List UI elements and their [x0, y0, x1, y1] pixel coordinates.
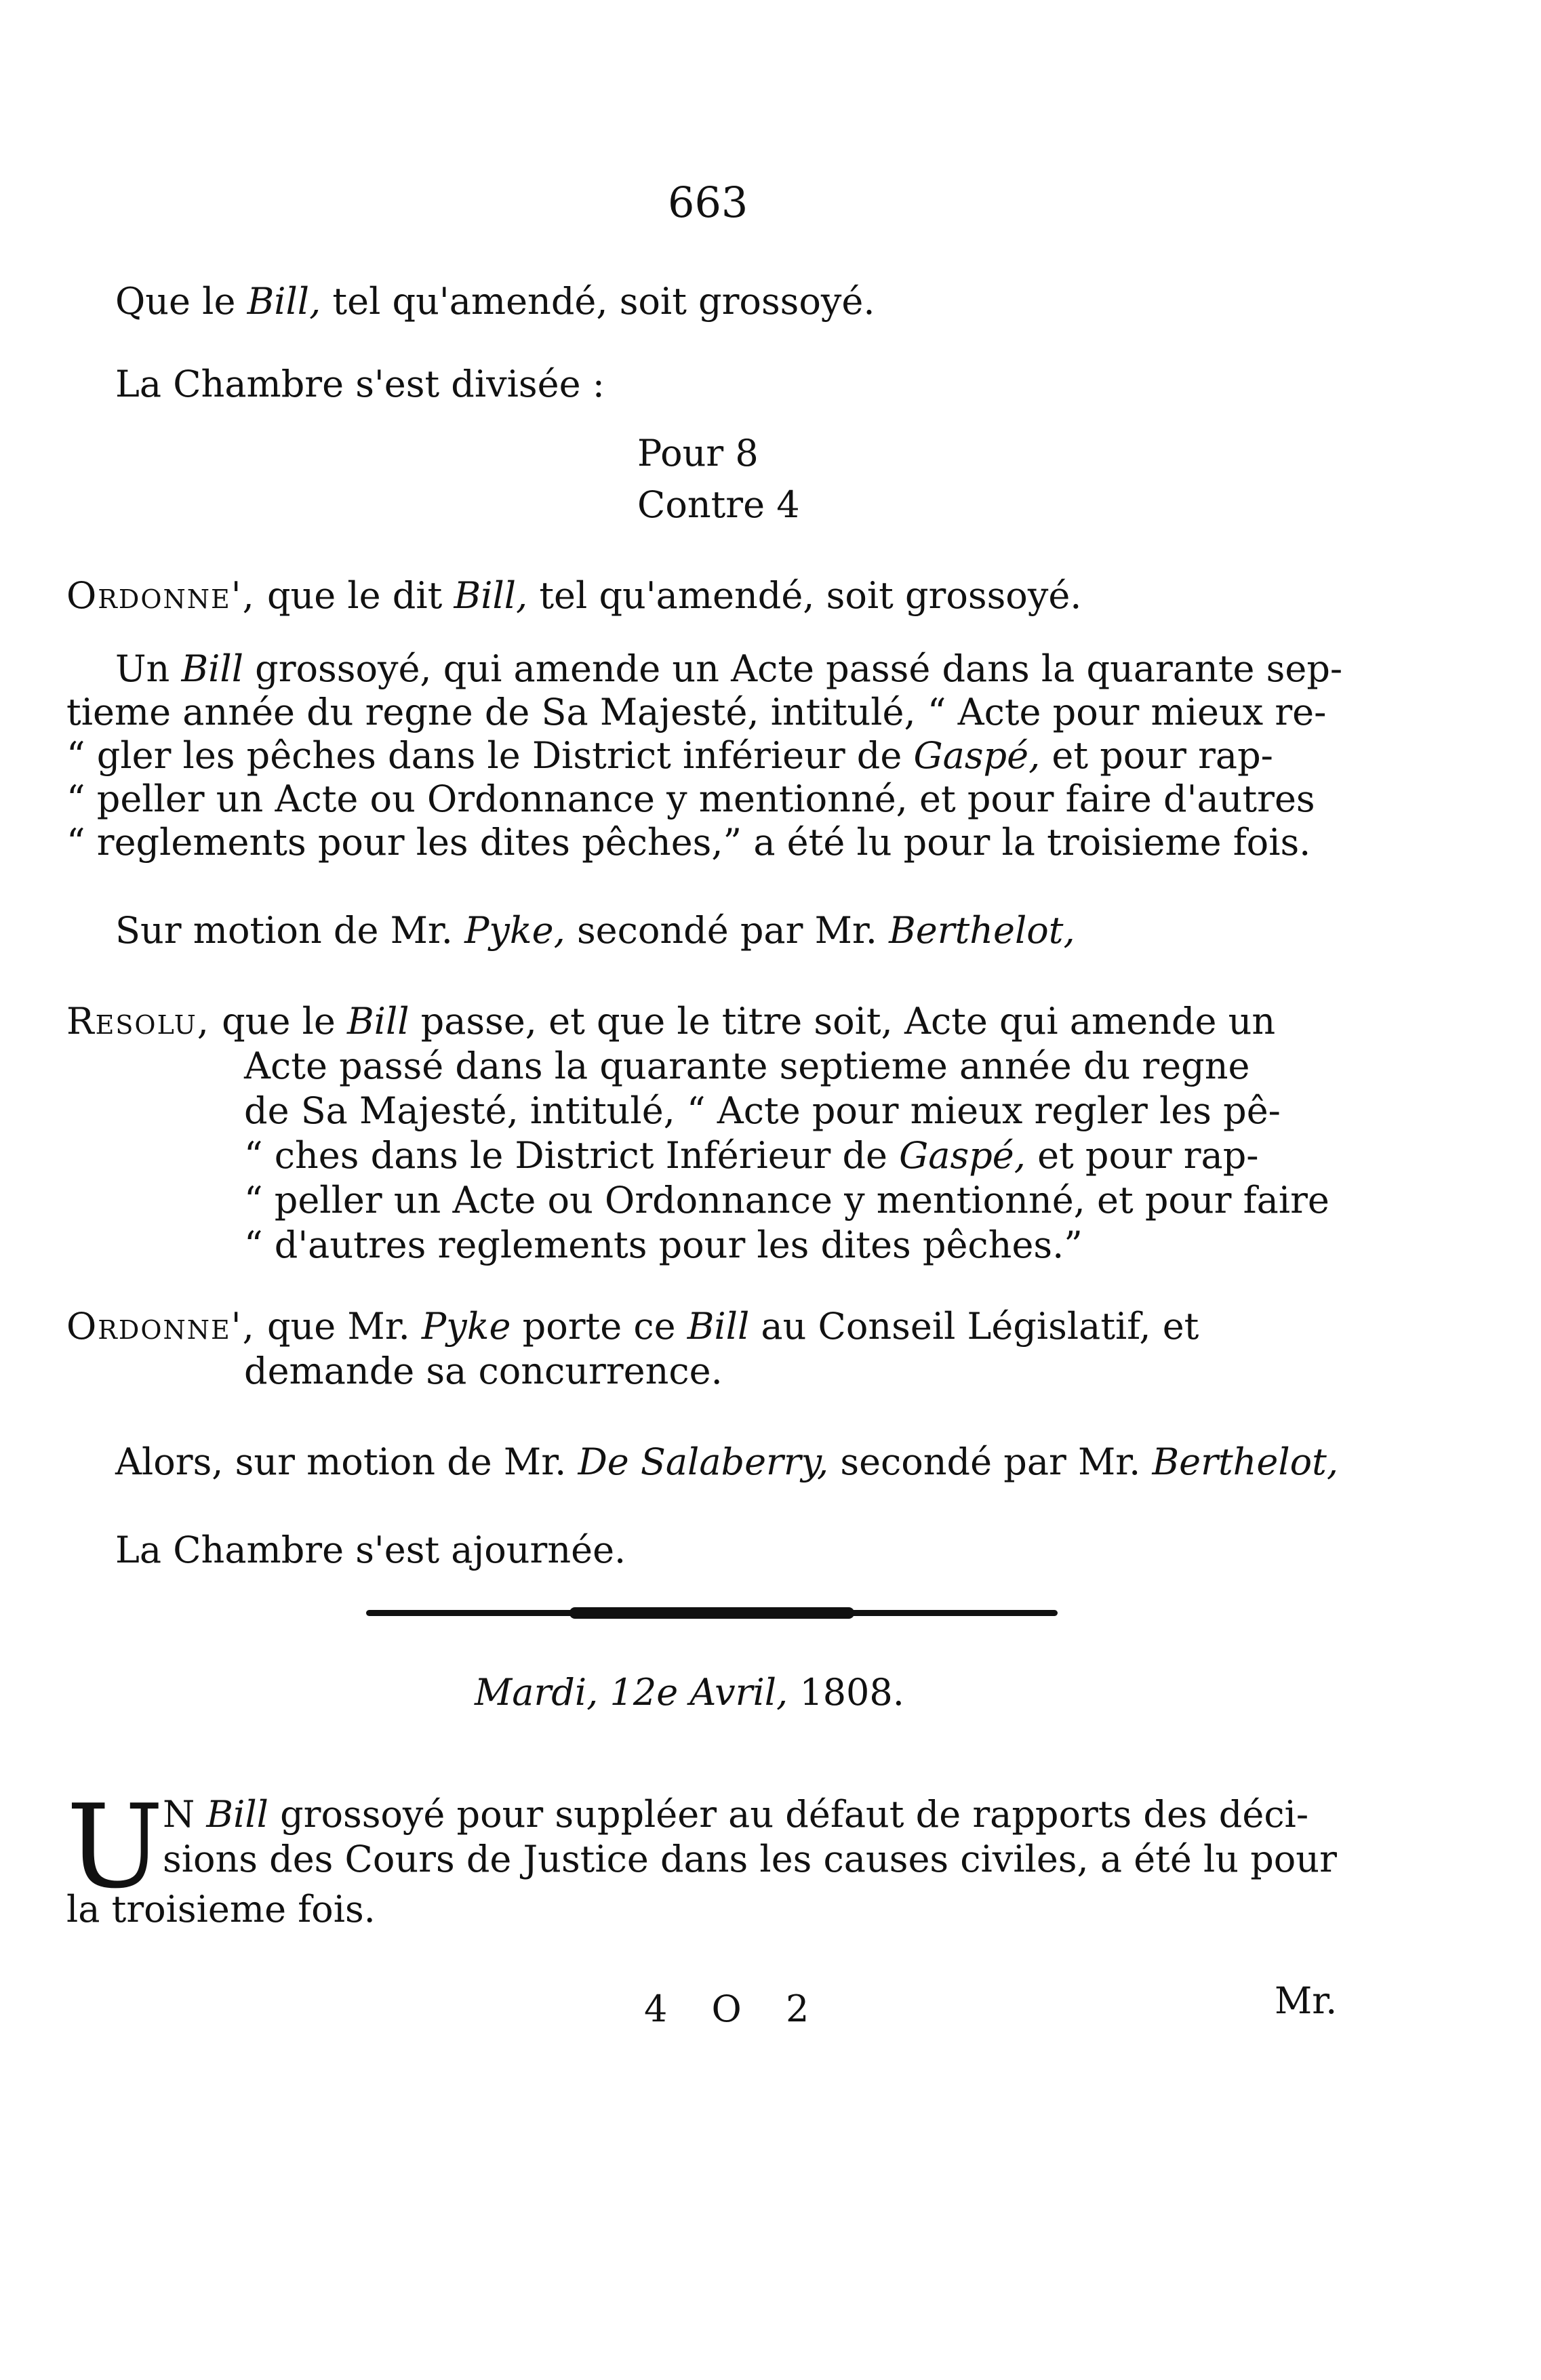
motion-second: Alors, sur motion de Mr. De Salaberry, secondé par Mr. Berthelot,	[115, 1440, 1339, 1483]
final-line-1: N Bill grossoyé pour suppléer au défaut de rapports des déci-	[163, 1793, 1309, 1836]
final-line-2: sions des Cours de Justice dans les causes civiles, a été lu pour	[163, 1838, 1337, 1880]
vote-contre: Contre 4	[637, 483, 800, 526]
catchword: Mr.	[1275, 1979, 1338, 2022]
signature-mark: 4 O 2	[644, 1988, 826, 2030]
resolu-line-1: Resolu, que le Bill passe, et que le titre soit, Acte qui amende un	[66, 1000, 1276, 1043]
resolu-line-4: “ ches dans le District Inférieur de Gaspé, et pour rap-	[244, 1134, 1259, 1177]
bill-line-1: Un Bill grossoyé, qui amende un Acte passé dans la quarante sep-	[115, 647, 1343, 690]
division-intro: Que le Bill, tel qu'amendé, soit grossoyé.	[115, 280, 875, 323]
resolu-line-2: Acte passé dans la quarante septieme année du regne	[244, 1045, 1250, 1087]
ordonne-first: Ordonne', que le dit Bill, tel qu'amendé, soit grossoyé.	[66, 574, 1082, 617]
bill-line-4: “ peller un Acte ou Ordonnance y mentionné, et pour faire d'autres	[66, 778, 1315, 820]
page-number: 663	[668, 178, 748, 227]
drop-cap: U	[66, 1780, 164, 1914]
bill-line-3: “ gler les pêches dans le District inférieur de Gaspé, et pour rap-	[66, 734, 1273, 777]
section-rule	[366, 1610, 1058, 1616]
ordonne-second-line-2: demande sa concurrence.	[244, 1350, 723, 1392]
vote-pour: Pour 8	[637, 432, 759, 475]
bill-line-2: tieme année du regne de Sa Majesté, intitulé, “ Acte pour mieux re-	[66, 691, 1327, 733]
final-line-3: la troisieme fois.	[66, 1888, 376, 1931]
session-date: Mardi, 12e Avril, 1808.	[475, 1671, 904, 1714]
motion-first: Sur motion de Mr. Pyke, secondé par Mr. Berthelot,	[115, 909, 1075, 952]
resolu-line-5: “ peller un Acte ou Ordonnance y mentionné, et pour faire	[244, 1179, 1329, 1222]
resolu-line-6: “ d'autres reglements pour les dites pêches.”	[244, 1224, 1083, 1266]
chamber-adjourned: La Chambre s'est ajournée.	[115, 1529, 626, 1571]
bill-line-5: “ reglements pour les dites pêches,” a été lu pour la troisieme fois.	[66, 821, 1311, 864]
resolu-line-3: de Sa Majesté, intitulé, “ Acte pour mieux regler les pê-	[244, 1089, 1281, 1132]
ordonne-second-line-1: Ordonne', que Mr. Pyke porte ce Bill au Conseil Législatif, et	[66, 1305, 1199, 1348]
chamber-divided: La Chambre s'est divisée :	[115, 363, 605, 405]
